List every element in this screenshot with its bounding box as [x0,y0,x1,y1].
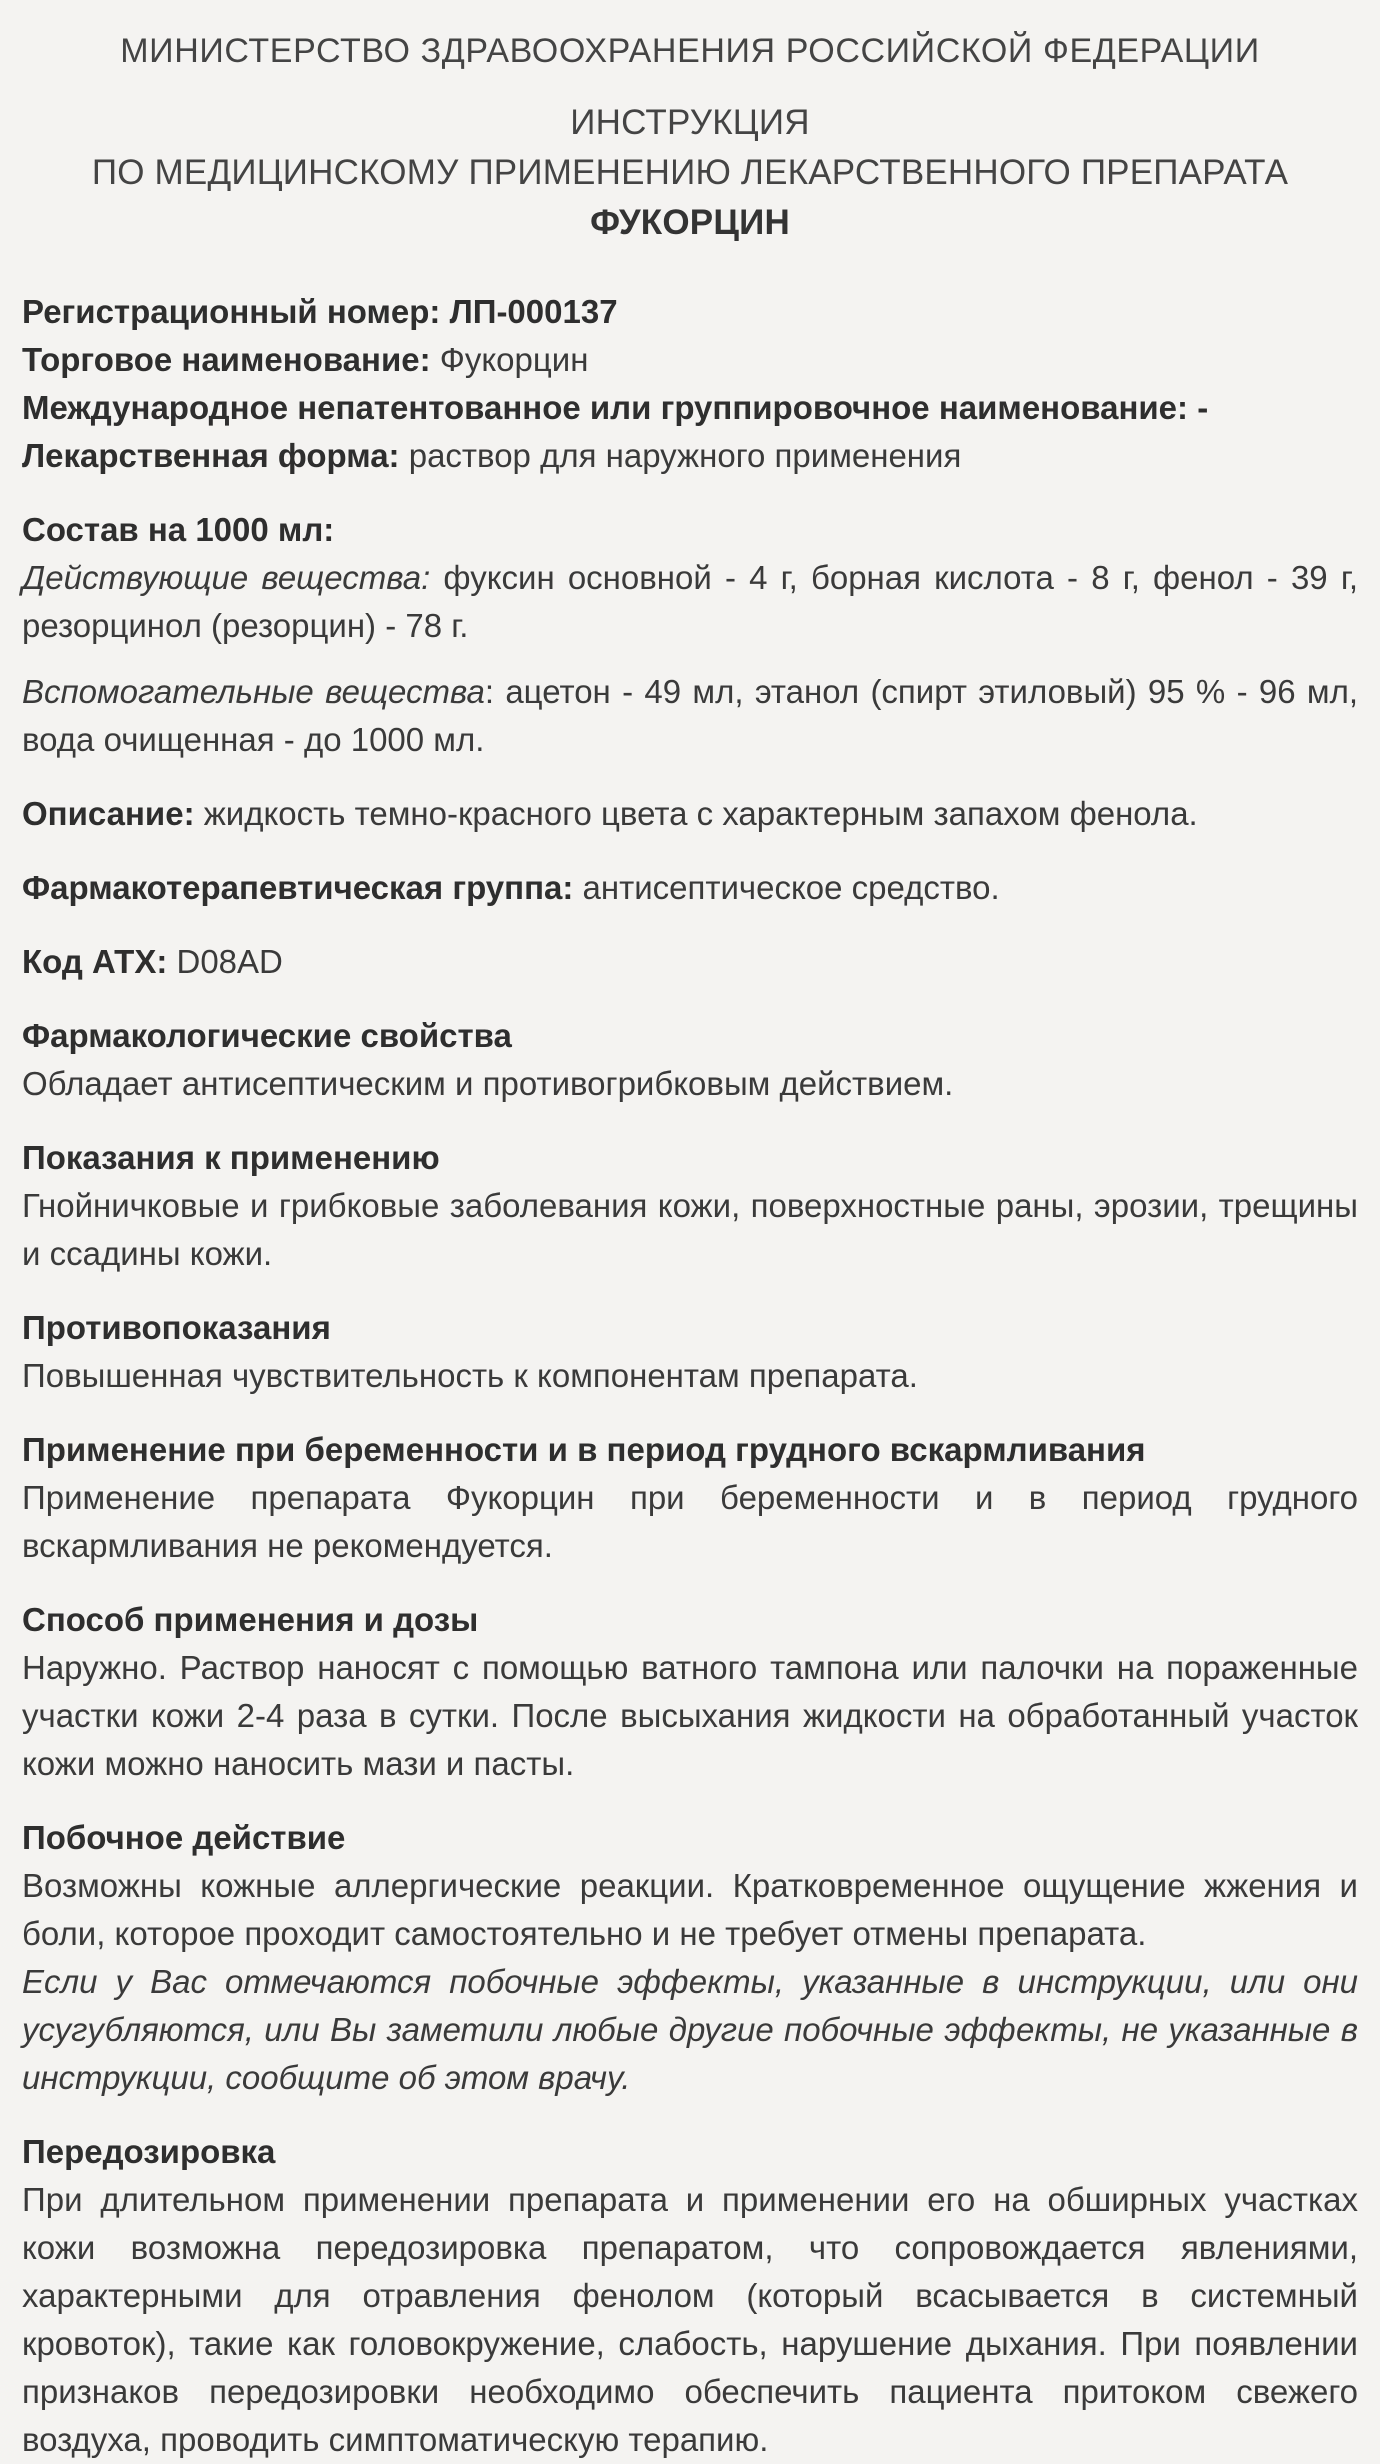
dosage-form [22,432,1358,480]
dosage-title: Способ применения и дозы [22,1601,479,1638]
active-substances-text: фуксин основной - 4 г, борная кислота - 8 г, фенол - 39 г, резорцинол (резорцин) - 78 г. [22,559,1358,644]
registration-number: Регистрационный номер: ЛП-000137 [22,293,618,330]
dosage-text: Наружно. Раствор наносят с помощью ватного тампона или палочки на пораженные участки кожи 2-4 раза в сутки. После высыхания жидкости на обработанный участок кожи можно наносить мази и пасты. [22,1649,1358,1782]
composition-section [22,506,1358,764]
description-text: жидкость темно-красного цвета с характерным запахом фенола. [194,795,1198,832]
contraindications-section [22,1304,1358,1400]
active-substances [22,554,1358,650]
contraindications-text: Повышенная чувствительность к компонентам препарата. [22,1357,918,1394]
side-effects-text: Возможны кожные аллергические реакции. Кратковременное ощущение жжения и боли, которое проходит самостоятельно и не требует отмены препарата. [22,1867,1358,1952]
description-label: Описание: [22,795,195,832]
general-info [22,288,1358,480]
pharm-group-text: антисептическое средство. [573,869,1000,906]
excipients-text: : ацетон - 49 мл, этанол (спирт этиловый) 95 % - 96 мл, вода очищенная - до 1000 мл. [22,673,1358,758]
document-title: ИНСТРУКЦИЯ [570,103,810,142]
pregnancy-text: Применение препарата Фукорцин при беременности и в период грудного вскармливания не рекомендуется. [22,1479,1358,1564]
trade-name [22,336,1358,384]
indications-title: Показания к применению [22,1139,440,1176]
pharmacological-properties-text: Обладает антисептическим и противогрибковым действием. [22,1065,954,1102]
dosage-section [22,1596,1358,1788]
pregnancy-title: Применение при беременности и в период грудного вскармливания [22,1431,1146,1468]
inn-line: Международное непатентованное или группировочное наименование: - [22,389,1209,426]
description-section [22,790,1358,838]
contraindications-title: Противопоказания [22,1309,331,1346]
trade-name-value: Фукорцин [430,341,589,378]
composition-title: Состав на 1000 мл: [22,511,335,548]
indications-section [22,1134,1358,1278]
indications-text: Гнойничковые и грибковые заболевания кожи, поверхностные раны, эрозии, трещины и ссадины кожи. [22,1187,1358,1272]
pharmacological-properties-section [22,1012,1358,1108]
side-effects-title: Побочное действие [22,1819,346,1856]
ministry-heading: МИНИСТЕРСТВО ЗДРАВООХРАНЕНИЯ РОССИЙСКОЙ ФЕДЕРАЦИИ [120,32,1260,70]
pregnancy-section [22,1426,1358,1570]
document-subtitle: ПО МЕДИЦИНСКОМУ ПРИМЕНЕНИЮ ЛЕКАРСТВЕННОГО ПРЕПАРАТА [91,153,1289,192]
side-effects-section [22,1814,1358,2102]
pharm-group-label: Фармакотерапевтическая группа: [22,869,574,906]
excipients-label: Вспомогательные вещества [22,673,485,710]
side-effects-note: Если у Вас отмечаются побочные эффекты, указанные в инструкции, или они усугубляются, или Вы заметили любые другие побочные эффекты, не указанные в инструкции, сообщите об этом врачу. [22,1963,1358,2096]
dosage-form-value: раствор для наружного применения [399,437,962,474]
active-substances-label: Действующие вещества: [22,559,431,596]
trade-name-label: Торговое наименование: [22,341,431,378]
pharmacological-properties-title: Фармакологические свойства [22,1017,512,1054]
overdose-title: Передозировка [22,2133,276,2170]
atc-section [22,938,1358,986]
drug-name: ФУКОРЦИН [590,203,790,242]
overdose-section [22,2128,1358,2464]
overdose-text: При длительном применении препарата и применении его на обширных участках кожи возможна передозировка препаратом, что сопровождается явлениями, характерными для отравления фенолом (который всасывается в системный кровоток), такие как головокружение, слабость, нарушение дыхания. При появлении признаков передозировки необходимо обеспечить пациента притоком свежего воздуха, проводить симптоматическую терапию. [22,2181,1358,2458]
dosage-form-label: Лекарственная форма: [22,437,400,474]
atc-code: D08AD [167,943,283,980]
pharm-group-section [22,864,1358,912]
excipients [22,668,1358,764]
atc-label: Код АТХ: [22,943,168,980]
